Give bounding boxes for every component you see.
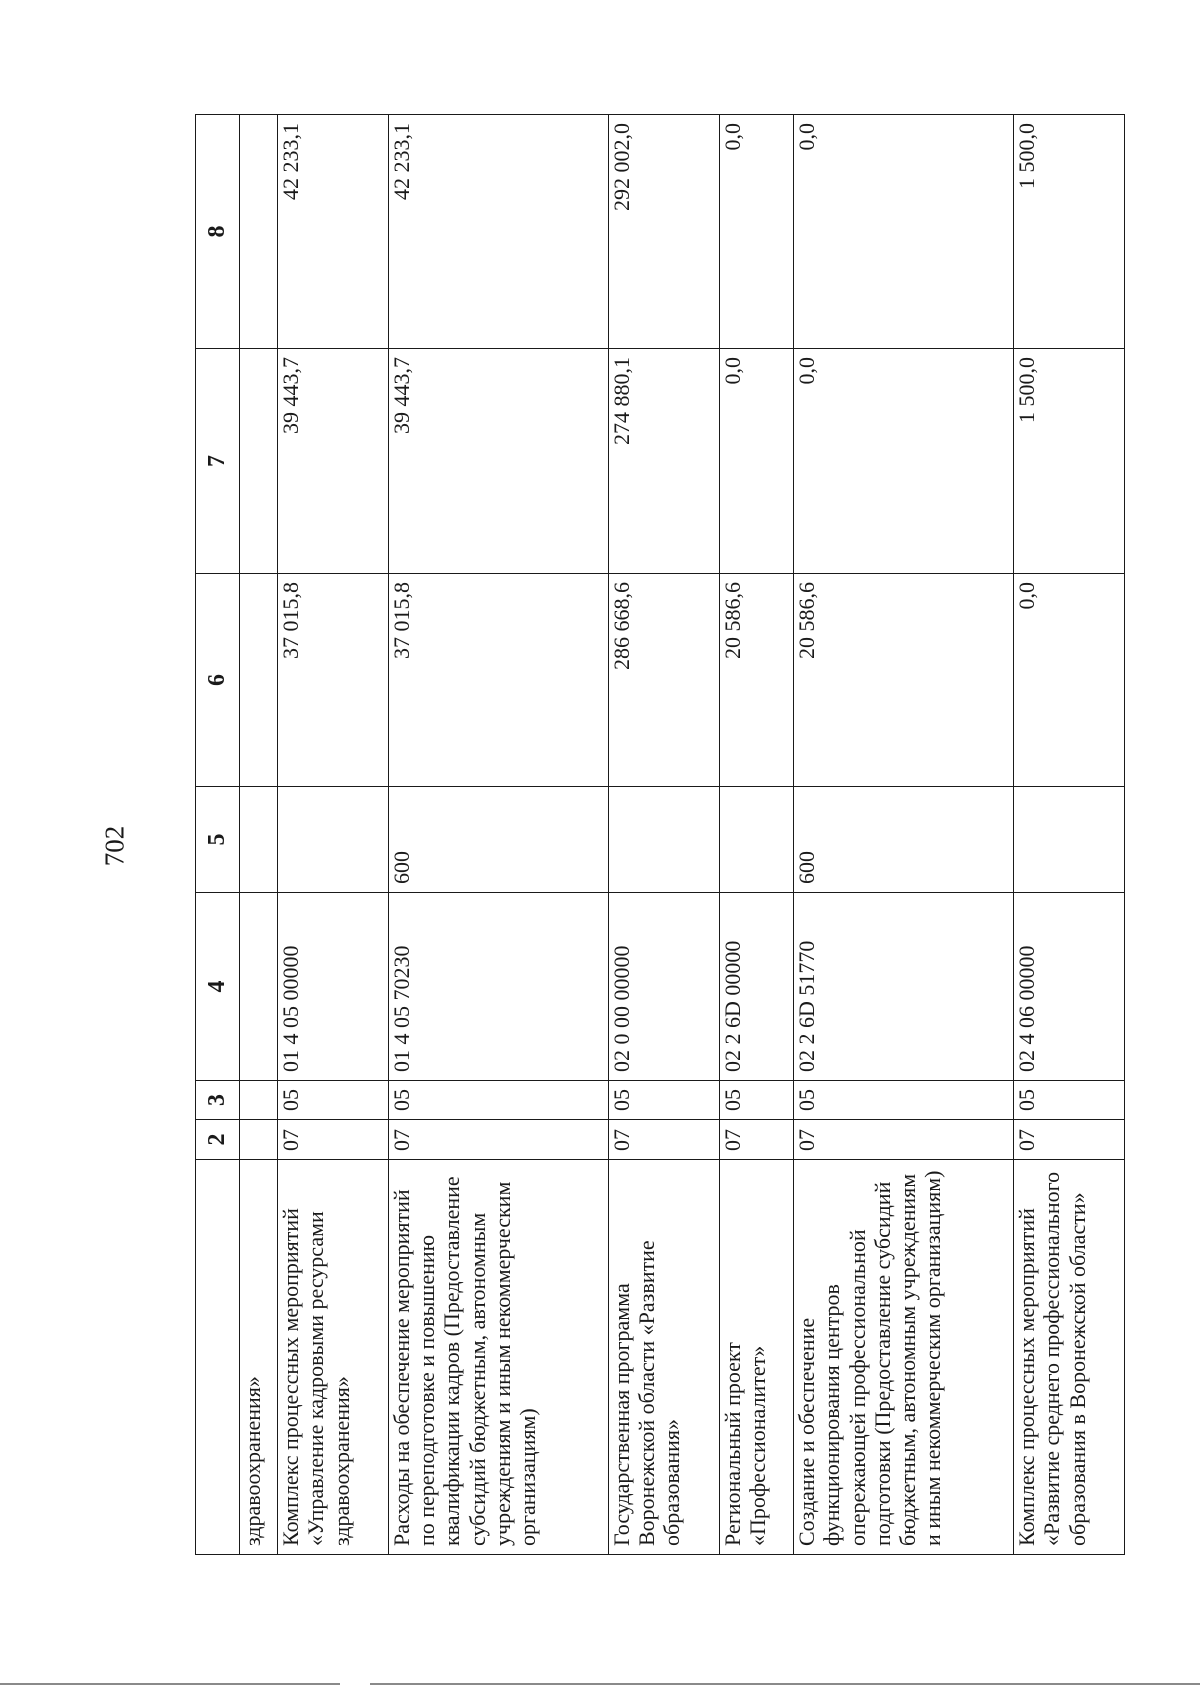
cell-value-col8: 1 500,0 [1014, 115, 1125, 349]
budget-table [195, 114, 1125, 1555]
cell-subsection: 05 [277, 1081, 388, 1120]
cell-value-col8 [240, 115, 278, 349]
cell-value-col6: 286 668,6 [608, 574, 719, 787]
cell-section: 07 [794, 1120, 1014, 1160]
header-cell-8: 8 [196, 115, 240, 349]
cell-value-col8: 292 002,0 [608, 115, 719, 349]
page-number: 702 [99, 825, 130, 867]
cell-value-col7: 274 880,1 [608, 349, 719, 574]
cell-value-col6: 20 586,6 [719, 574, 793, 787]
cell-value-col6 [240, 574, 278, 787]
cell-section: 07 [388, 1120, 608, 1160]
header-cell-5: 5 [196, 787, 240, 893]
cell-value-col8: 42 233,1 [277, 115, 388, 349]
cell-value-col7: 39 443,7 [388, 349, 608, 574]
cell-value-col8: 0,0 [719, 115, 793, 349]
table-row [388, 115, 608, 1555]
row-name: Комплекс процессных мероприятий «Управление кадровыми ресурсами здравоохранения» [277, 1160, 388, 1555]
cell-section: 07 [719, 1120, 793, 1160]
cell-target-code: 01 4 05 00000 [277, 893, 388, 1081]
header-cell-4: 4 [196, 893, 240, 1081]
header-cell-2: 2 [196, 1120, 240, 1160]
cell-subsection: 05 [719, 1081, 793, 1120]
row-name: Комплекс процессных мероприятий «Развитие среднего профессионального образования в Воронежской области» [1014, 1160, 1125, 1555]
cell-value-col8: 42 233,1 [388, 115, 608, 349]
cell-value-col7: 0,0 [719, 349, 793, 574]
cell-subsection [240, 1081, 278, 1120]
cell-target-code: 02 4 06 00000 [1014, 893, 1125, 1081]
table-row [794, 115, 1014, 1555]
cell-expense-type [277, 787, 388, 893]
cell-expense-type: 600 [794, 787, 1014, 893]
cell-subsection: 05 [388, 1081, 608, 1120]
cell-section: 07 [608, 1120, 719, 1160]
header-cell-1 [196, 1160, 240, 1555]
table-row [277, 115, 388, 1555]
table-row [1014, 115, 1125, 1555]
scan-edge-line-right [370, 1683, 1200, 1685]
row-name: здравоохранения» [240, 1160, 278, 1555]
header-cell-6: 6 [196, 574, 240, 787]
cell-subsection: 05 [794, 1081, 1014, 1120]
cell-expense-type: 600 [388, 787, 608, 893]
cell-value-col8: 0,0 [794, 115, 1014, 349]
table-row [240, 115, 278, 1555]
table-row [608, 115, 719, 1555]
cell-value-col7 [240, 349, 278, 574]
cell-value-col7: 39 443,7 [277, 349, 388, 574]
cell-expense-type [608, 787, 719, 893]
header-cell-7: 7 [196, 349, 240, 574]
cell-value-col7: 0,0 [794, 349, 1014, 574]
cell-value-col6: 0,0 [1014, 574, 1125, 787]
cell-value-col6: 37 015,8 [277, 574, 388, 787]
cell-section [240, 1120, 278, 1160]
header-cell-3: 3 [196, 1081, 240, 1120]
cell-section: 07 [1014, 1120, 1125, 1160]
table-row [719, 115, 793, 1555]
cell-target-code: 01 4 05 70230 [388, 893, 608, 1081]
cell-section: 07 [277, 1120, 388, 1160]
cell-target-code [240, 893, 278, 1081]
cell-value-col7: 1 500,0 [1014, 349, 1125, 574]
cell-expense-type [240, 787, 278, 893]
scan-edge-line-left [0, 1683, 340, 1685]
row-name: Создание и обеспечение функционирования центров опережающей профессиональной подготовки (Предоставление субсидий бюджетным, автономным учреждениям и иным некоммерческим организациям) [794, 1160, 1014, 1555]
cell-subsection: 05 [1014, 1081, 1125, 1120]
cell-target-code: 02 2 6D 00000 [719, 893, 793, 1081]
cell-value-col6: 37 015,8 [388, 574, 608, 787]
cell-expense-type [1014, 787, 1125, 893]
cell-target-code: 02 0 00 00000 [608, 893, 719, 1081]
cell-value-col6: 20 586,6 [794, 574, 1014, 787]
row-name: Региональный проект «Профессионалитет» [719, 1160, 793, 1555]
cell-subsection: 05 [608, 1081, 719, 1120]
cell-target-code: 02 2 6D 51770 [794, 893, 1014, 1081]
row-name: Расходы на обеспечение мероприятий по переподготовке и повышению квалификации кадров (Предоставление субсидий бюджетным, автономным учреждениям и иным некоммерческим организациям) [388, 1160, 608, 1555]
header-row [196, 115, 240, 1555]
cell-expense-type [719, 787, 793, 893]
rotated-table-wrapper [195, 115, 1125, 1555]
row-name: Государственная программа Воронежской области «Развитие образования» [608, 1160, 719, 1555]
